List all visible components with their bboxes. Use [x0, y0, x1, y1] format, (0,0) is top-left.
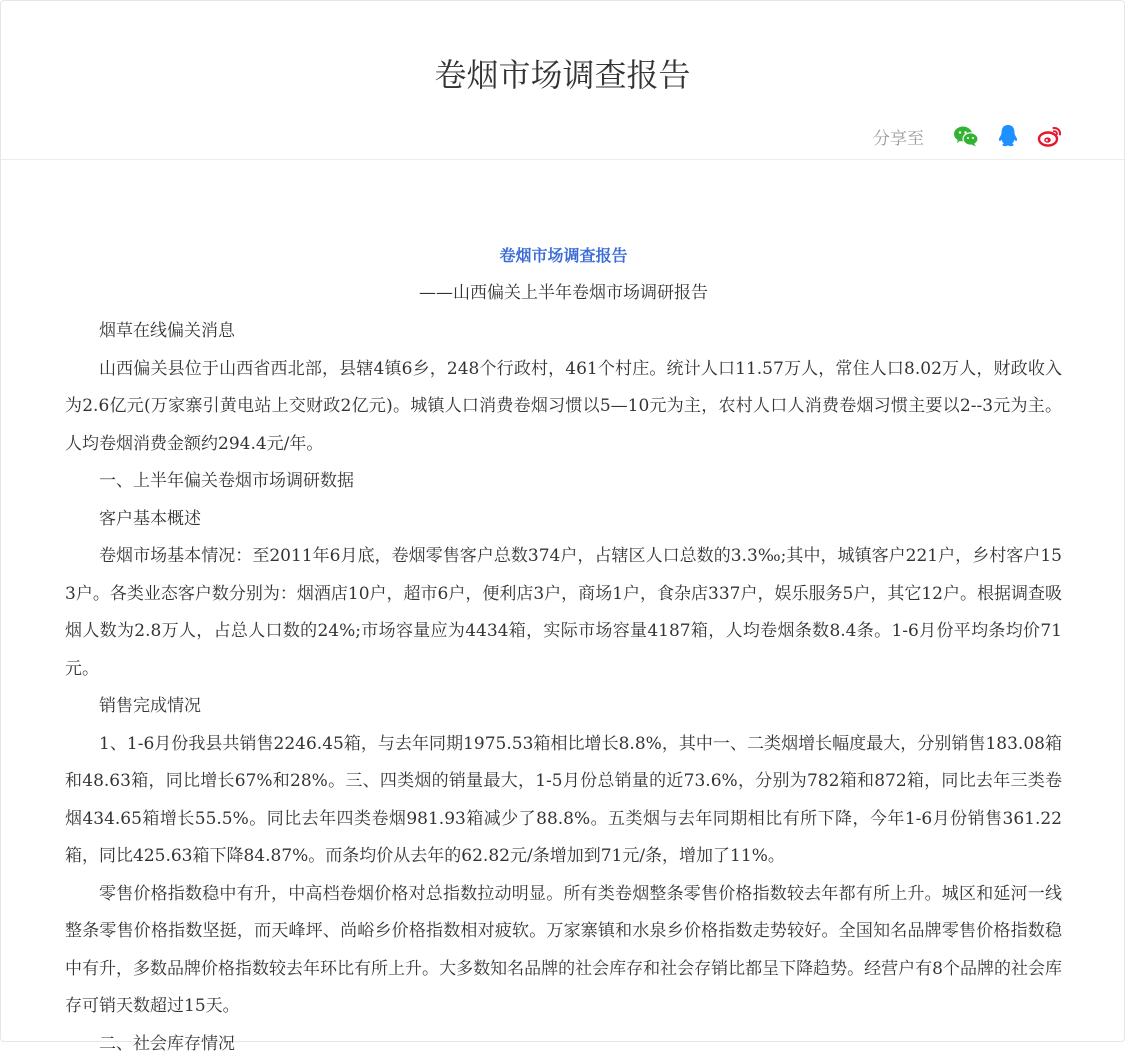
weibo-icon[interactable]	[1036, 122, 1064, 150]
subheading-customers: 客户基本概述	[65, 501, 1062, 539]
paragraph-market-basics: 卷烟市场基本情况：至2011年6月底，卷烟零售客户总数374户，占辖区人口总数的3.3‰;其中，城镇客户221户，乡村客户153户。各类业态客户数分别为：烟酒店10户，超市6户，便利店3户，商场1户，食杂店337户，娱乐服务5户，其它12户。根据调查吸烟人数为2.8万人，占总人口数的24%;市场容量应为4434箱，实际市场容量4187箱，人均卷烟条数8.4条。1-6月份平均条均价71元。	[65, 538, 1062, 688]
article-title: 卷烟市场调查报告	[65, 239, 1062, 273]
subheading-sales: 销售完成情况	[65, 688, 1062, 726]
share-bar	[873, 121, 1064, 151]
page-header	[1, 1, 1124, 160]
page-title: 卷烟市场调查报告	[1, 53, 1124, 97]
paragraph-source: 烟草在线偏关消息	[65, 313, 1062, 351]
section-heading-2: 二、社会库存情况	[65, 1026, 1062, 1063]
article-body	[65, 239, 1062, 1063]
section-heading-1: 一、上半年偏关卷烟市场调研数据	[65, 463, 1062, 501]
paragraph-sales: 1、1-6月份我县共销售2246.45箱，与去年同期1975.53箱相比增长8.8%，其中一、二类烟增长幅度最大，分别销售183.08箱和48.63箱，同比增长67%和28%。三、四类烟的销量最大，1-5月份总销量的近73.6%，分别为782箱和872箱，同比去年三类卷烟434.65箱增长55.5%。同比去年四类卷烟981.93箱减少了88.8%。五类烟与去年同期相比有所下降，今年1-6月份销售361.22箱，同比425.63箱下降84.87%。而条均价从去年的62.82元/条增加到71元/条，增加了11%。	[65, 726, 1062, 876]
paragraph-price-index: 零售价格指数稳中有升，中高档卷烟价格对总指数拉动明显。所有类卷烟整条零售价格指数较去年都有所上升。城区和延河一线整条零售价格指数坚挺，而天峰坪、尚峪乡价格指数相对疲软。万家寨镇和水泉乡价格指数走势较好。全国知名品牌零售价格指数稳中有升，多数品牌价格指数较去年环比有所上升。大多数知名品牌的社会库存和社会存销比都呈下降趋势。经营户有8个品牌的社会库存可销天数超过15天。	[65, 876, 1062, 1026]
share-label: 分享至	[873, 124, 924, 149]
wechat-icon[interactable]	[952, 122, 980, 150]
paragraph-overview: 山西偏关县位于山西省西北部，县辖4镇6乡，248个行政村，461个村庄。统计人口11.57万人，常住人口8.02万人，财政收入为2.6亿元(万家寨引黄电站上交财政2亿元)。城镇人口消费卷烟习惯以5—10元为主，农村人口人消费卷烟习惯主要以2--3元为主。人均卷烟消费金额约294.4元/年。	[65, 351, 1062, 464]
qq-icon[interactable]	[994, 122, 1022, 150]
article-subtitle: ——山西偏关上半年卷烟市场调研报告	[65, 273, 1062, 313]
